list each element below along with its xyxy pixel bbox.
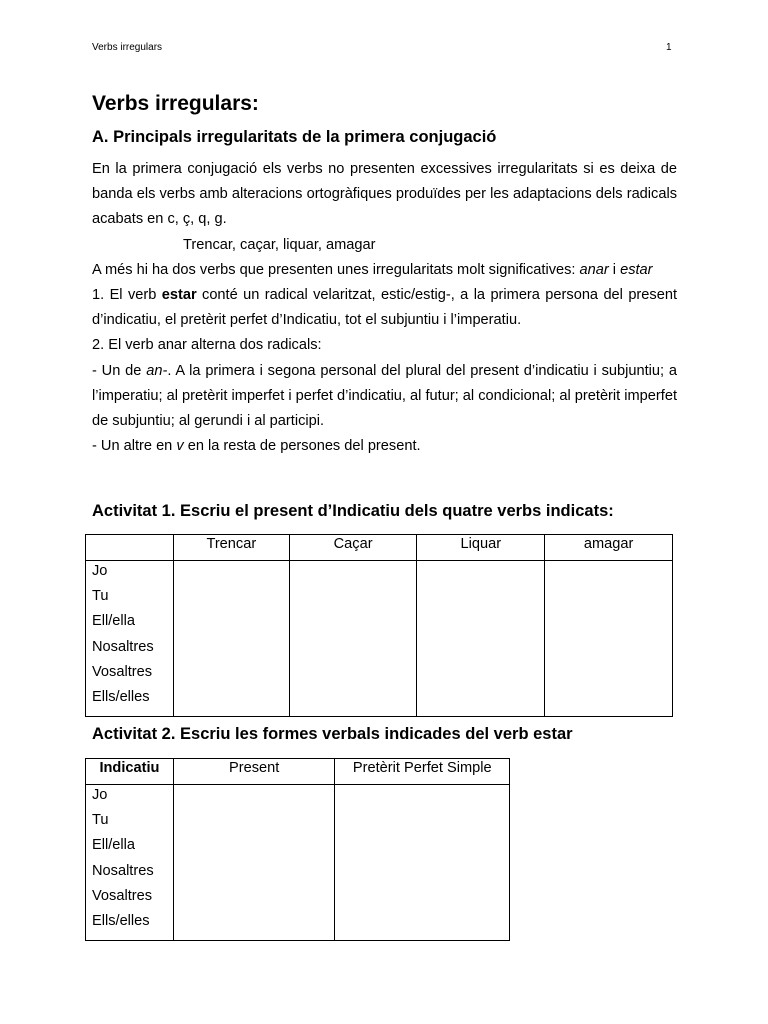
p2-anar: anar: [579, 261, 609, 278]
page-title: Verbs irregulars:: [92, 92, 259, 115]
activity-2-table: [85, 758, 510, 941]
activity-1-table: [85, 534, 673, 717]
table-row: [86, 785, 510, 941]
table-row: [86, 561, 673, 717]
example-verbs: Trencar, caçar, liquar, amagar: [183, 236, 376, 253]
answer-cell-amagar[interactable]: [545, 561, 673, 717]
p3-end: conté un radical velaritzat, estic/estig-, a la primera persona del present d’indicatiu, el pretèrit perfet d’Indicatiu, tot el subjuntiu i l’imperatiu.: [92, 287, 677, 329]
paragraph-3: [92, 283, 677, 333]
answer-cell-trencar[interactable]: [173, 561, 289, 717]
p2-and: i: [608, 261, 621, 278]
answer-cell-liquar[interactable]: [417, 561, 545, 717]
p2-text: A més hi ha dos verbs que presenten unes irregularitats molt significatives:: [92, 261, 580, 278]
answer-cell-present[interactable]: [173, 785, 335, 941]
paragraph-6: [92, 434, 677, 459]
p6-v: v: [176, 438, 184, 455]
person-tu: Tu: [92, 588, 109, 605]
person-labels: [86, 785, 174, 941]
table-header-row: [86, 759, 510, 785]
header-preterit-perfet: Pretèrit Perfet Simple: [335, 759, 510, 785]
p2-estar: estar: [620, 261, 653, 278]
person-vosaltres: Vosaltres: [92, 887, 153, 904]
person-ells-elles: Ells/elles: [92, 912, 150, 929]
person-jo: Jo: [92, 787, 108, 803]
paragraph-4: 2. El verb anar alterna dos radicals:: [92, 337, 322, 354]
paragraph-2: [92, 258, 677, 283]
table-header-row: [86, 535, 673, 561]
p6-end: en la resta de persones del present.: [183, 438, 421, 455]
person-nosaltres: Nosaltres: [92, 638, 154, 655]
answer-cell-preterit-perfet[interactable]: [335, 785, 510, 941]
p3-start: 1. El verb: [92, 287, 162, 304]
person-tu: Tu: [92, 812, 109, 829]
paragraph-1: En la primera conjugació els verbs no presenten excessives irregularitats si es deixa de banda els verbs amb alteracions ortogràfiques produïdes per les adaptacions dels radicals acabats en c, ç, q, g.: [92, 161, 677, 228]
p6-start: - Un altre en: [92, 438, 177, 455]
header-present: Present: [173, 759, 335, 785]
running-header: Verbs irregulars: [92, 42, 163, 53]
header-cacar: Caçar: [289, 535, 417, 561]
header-trencar: Trencar: [173, 535, 289, 561]
p5-end: . A la primera i segona personal del plural del present d’indicatiu i subjuntiu; a l’imperatiu; al pretèrit imperfet i perfet d’indicatiu, al futur; al condicional; al pretèrit imperfet de subjuntiu; al gerundi i al participi.: [92, 362, 677, 430]
header-liquar: Liquar: [417, 535, 545, 561]
paragraph-5: [92, 359, 677, 435]
activity-2-title: Activitat 2. Escriu les formes verbals indicades del verb estar: [92, 725, 573, 743]
person-jo: Jo: [92, 563, 108, 579]
p5-an: an-: [146, 362, 168, 379]
person-ells-elles: Ells/elles: [92, 688, 150, 705]
intro-text: [92, 157, 677, 459]
person-nosaltres: Nosaltres: [92, 862, 154, 879]
page-number: 1: [666, 42, 672, 53]
person-ell-ella: Ell/ella: [92, 837, 135, 854]
person-labels: [86, 561, 174, 717]
answer-cell-cacar[interactable]: [289, 561, 417, 717]
p5-start: - Un de: [92, 362, 147, 379]
p3-estar: estar: [161, 287, 197, 304]
activity-1-title: Activitat 1. Escriu el present d’Indicatiu dels quatre verbs indicats:: [92, 502, 614, 520]
person-ell-ella: Ell/ella: [92, 613, 135, 630]
header-indicatiu: Indicatiu: [86, 759, 174, 785]
section-a-heading: A. Principals irregularitats de la primera conjugació: [92, 128, 497, 146]
person-vosaltres: Vosaltres: [92, 663, 153, 680]
header-cell-empty: [86, 535, 174, 561]
header-amagar: amagar: [545, 535, 673, 561]
